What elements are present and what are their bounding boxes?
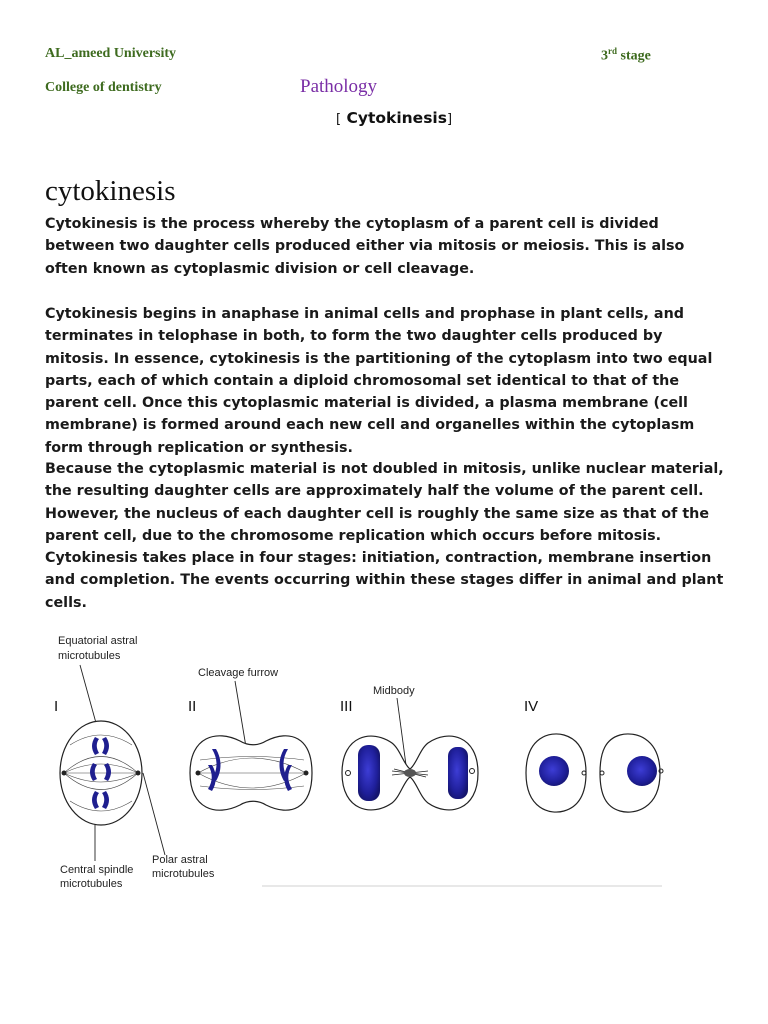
label-polar-line1: Polar astral [152, 854, 208, 866]
stage-4-cells [526, 734, 663, 812]
stage-2-cell [190, 736, 312, 810]
label-equatorial-line1: Equatorial astral [58, 635, 138, 647]
stage-label [601, 46, 651, 65]
cytokinesis-diagram [40, 625, 670, 900]
stage-label-2: II [188, 698, 197, 715]
label-midbody: Midbody [373, 685, 415, 697]
stage-number: 3 [601, 48, 608, 64]
paragraph-3: Because the cytoplasmic material is not doubled in mitosis, unlike nuclear material, the resulting daughter cells are approximately half the volume of the parent cell. However, the nucleus of each daughter cell is roughly the same size as that of the parent cell, due to the chromosome replication which occurs before mitosis. Cytokinesis takes place in four stages: initiation, contraction, membrane insertion and completion. The events occurring within these stages differ in animal and plant cells. [45, 461, 724, 611]
stage-suffix: rd [608, 46, 617, 56]
topic-bracket-close: ] [446, 112, 453, 127]
label-polar-line2: microtubules [152, 868, 215, 880]
document-title: cytokinesis [45, 175, 176, 207]
stage-label-3: III [340, 698, 353, 715]
stage-word: stage [620, 48, 651, 64]
subject-name: Pathology [300, 76, 378, 97]
college-name: College of dentistry [45, 80, 162, 95]
label-equatorial-line2: microtubules [58, 650, 121, 662]
label-cleavage-furrow: Cleavage furrow [198, 667, 279, 679]
paragraph-2: Cytokinesis begins in anaphase in animal cells and prophase in plant cells, and terminates in telophase in both, to form the two daughter cells produced by mitosis. In essence, cytokinesis is the partitioning of the cytoplasm into two equal parts, each of which contain a diploid chromosomal set identical to that of the parent cell. Once this cytoplasmic material is divided, a plasma membrane (cell membrane) is formed around each new cell and organelles within the cytoplasm form through replication or synthesis. [45, 306, 713, 456]
topic-text: Cytokinesis [346, 109, 447, 127]
label-central-line1: Central spindle [60, 864, 134, 876]
stage-label-1: I [54, 698, 59, 715]
paragraph-1: Cytokinesis is the process whereby the cytoplasm of a parent cell is divided between two daughter cells produced either via mitosis or meiosis. This is also often known as cytoplasmic division or cell cleavage. [45, 216, 685, 277]
stage-1-cell [60, 721, 142, 825]
stage-3-cell [342, 736, 478, 810]
label-central-line2: microtubules [60, 878, 123, 890]
stage-label-4: IV [524, 698, 539, 715]
topic-bracket-open: [ [336, 112, 342, 127]
topic-tag [336, 109, 452, 127]
cytokinesis-figure [40, 625, 670, 900]
university-name: AL_ameed University [45, 46, 177, 61]
